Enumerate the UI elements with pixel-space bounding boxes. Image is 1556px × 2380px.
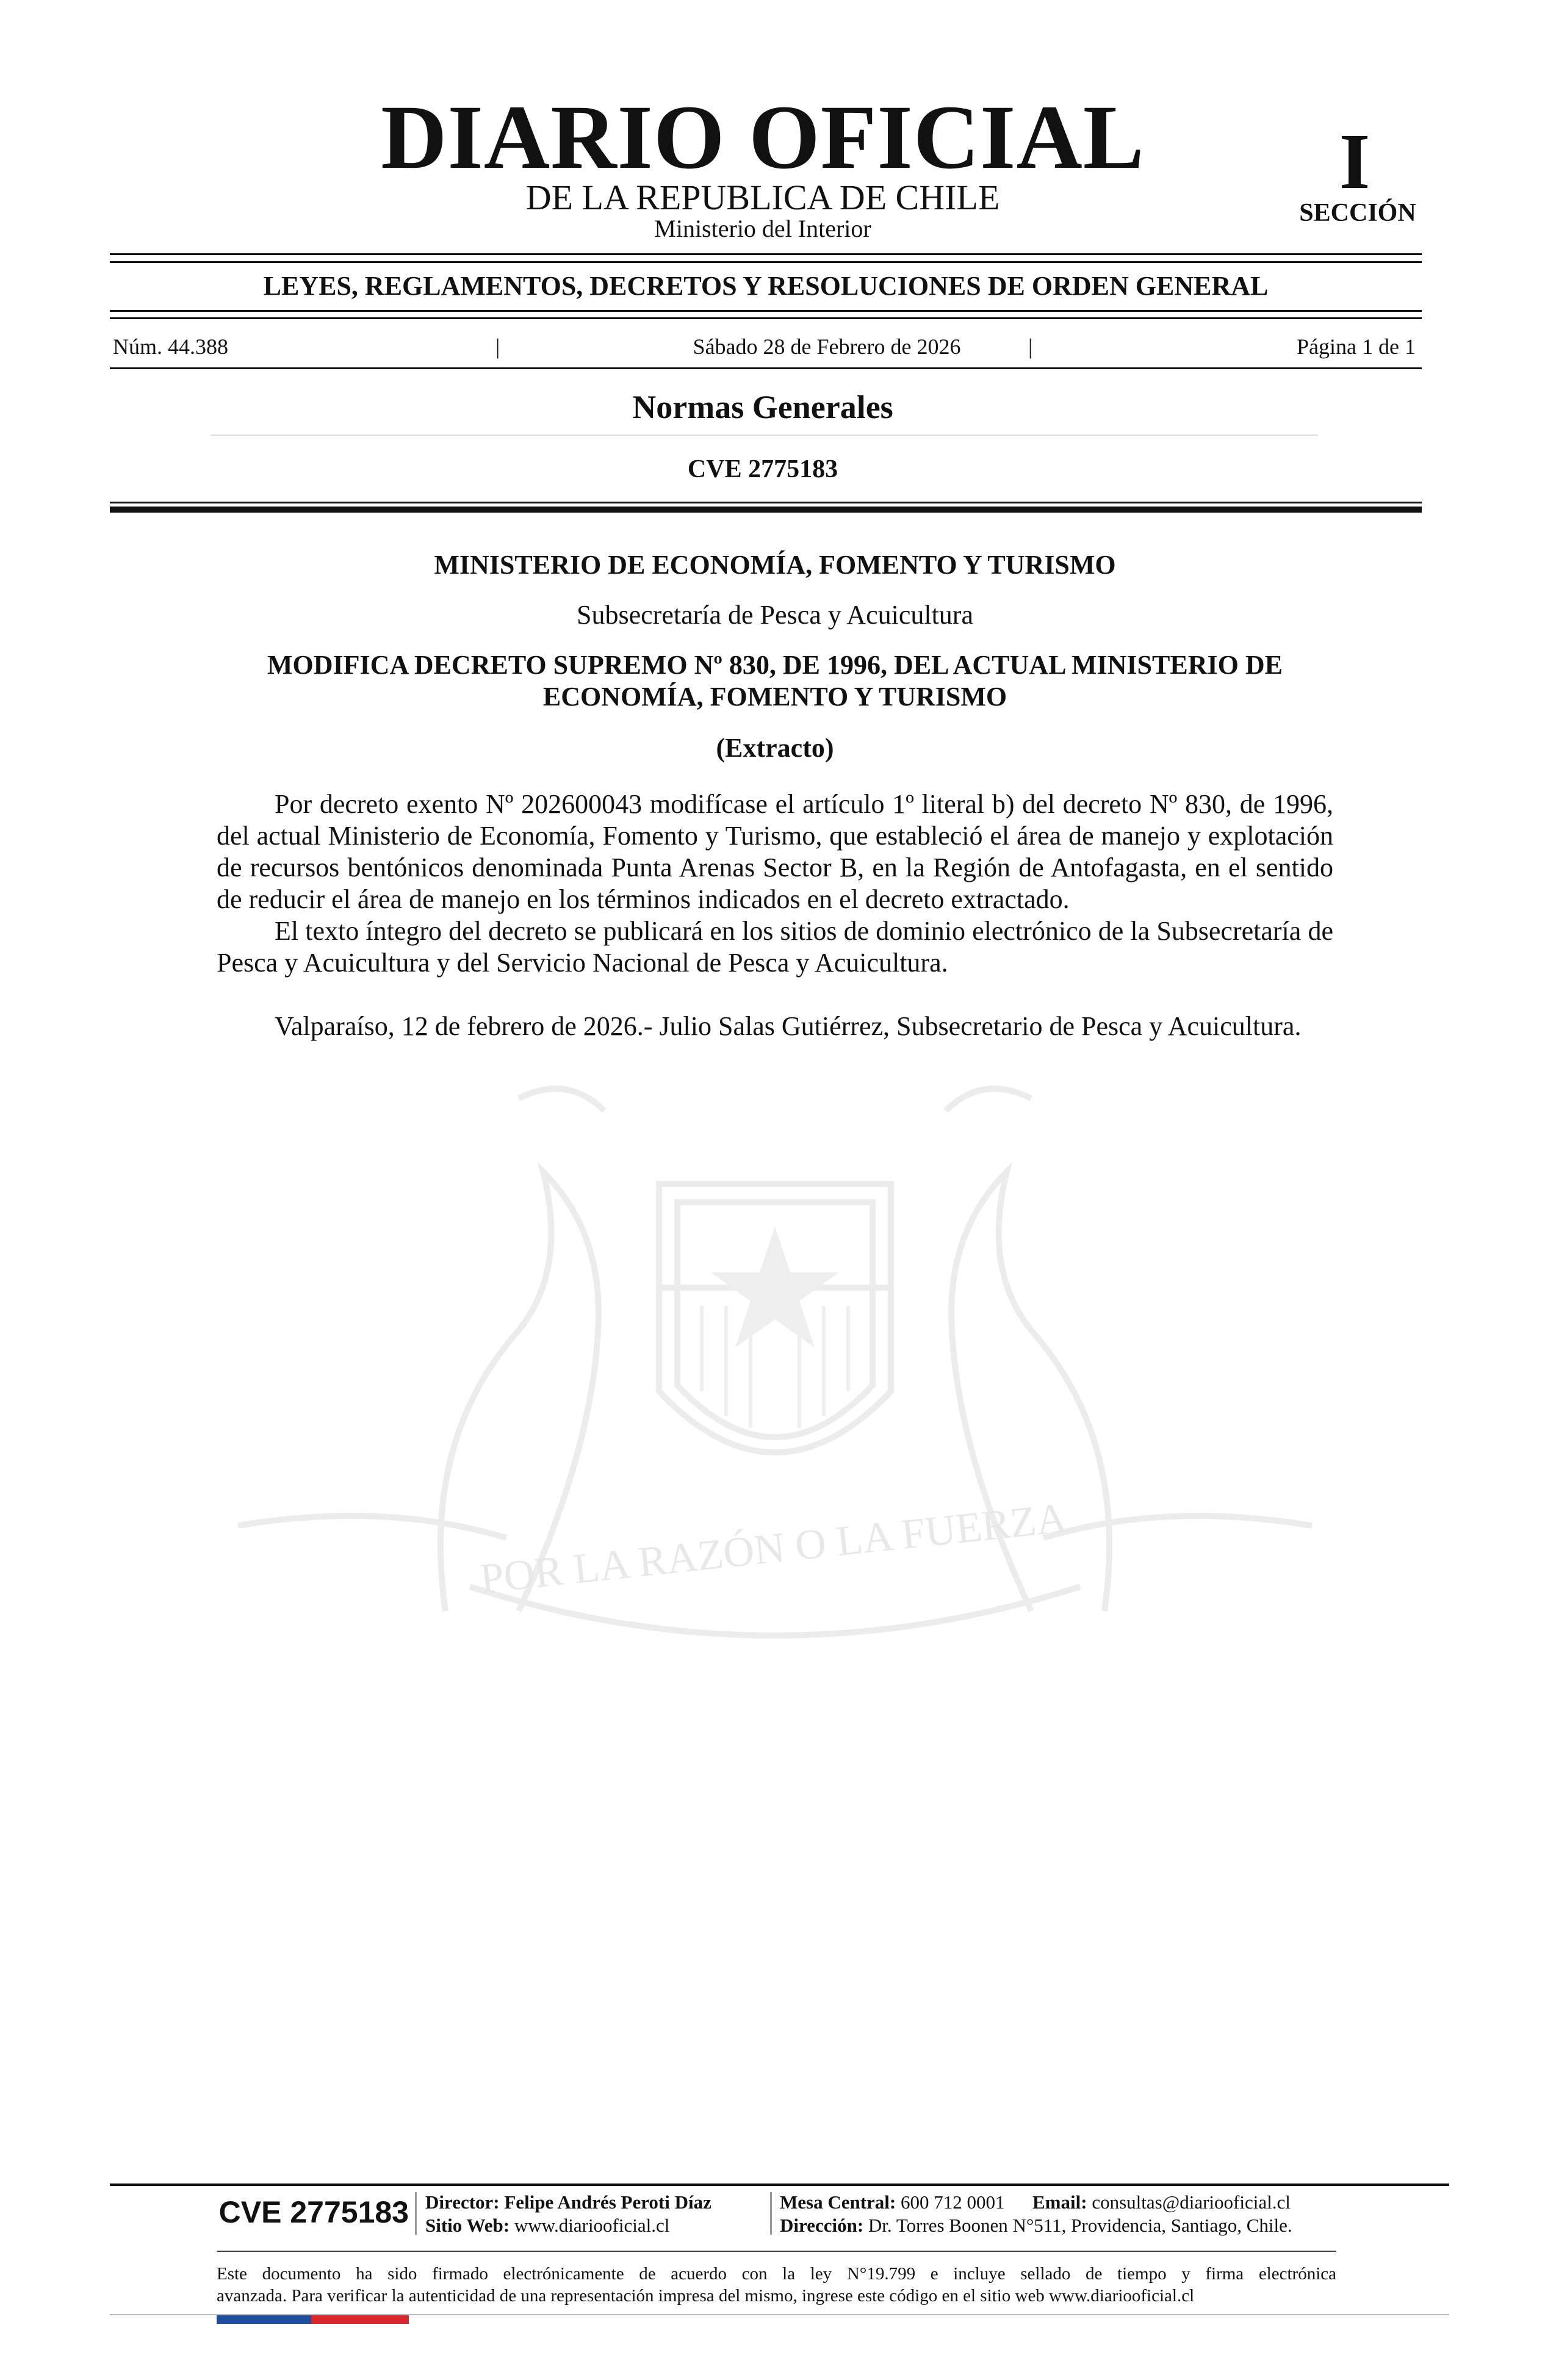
address-value: Dr. Torres Boonen N°511, Providencia, Santiago, Chile. (868, 2215, 1292, 2236)
website-label: Sitio Web: (425, 2215, 510, 2236)
masthead-subtitle: DE LA REPUBLICA DE CHILE (525, 178, 1000, 217)
footer-legal-text: avanzada. Para verificar la autenticidad de una representación impresa del mismo, ingrese este código en el sitio web www.diariooficial.cl (217, 2286, 1195, 2306)
footer-cve-code: CVE 2775183 (218, 2195, 409, 2229)
section-title: Normas Generales (632, 389, 893, 425)
phone-label: Mesa Central: (780, 2191, 896, 2213)
decree-title: MODIFICA DECRETO SUPREMO Nº 830, DE 1996, DEL ACTUAL MINISTERIO DE ECONOMÍA, FOMENTO Y TURISMO (267, 650, 1283, 712)
footer-divider (415, 2192, 417, 2235)
footer-website (425, 2214, 669, 2237)
info-rule (110, 367, 1422, 369)
header-rule (110, 310, 1422, 312)
flag-stripe-red (311, 2315, 409, 2324)
flag-stripe-blue (217, 2315, 311, 2324)
footer-legal-text: Este documento ha sido firmado electrónicamente de acuerdo con la ley N°19.799 e incluye sellado de tiempo y firma electrónica (217, 2264, 1336, 2284)
footer-divider (770, 2192, 772, 2235)
extracto-label: (Extracto) (716, 733, 834, 763)
footer-address (780, 2214, 1292, 2237)
footer-rule (217, 2251, 1336, 2252)
watermark-motto: POR LA RAZÓN O LA FUERZA (478, 1494, 1070, 1603)
director-value: Felipe Andrés Peroti Díaz (504, 2191, 711, 2213)
section-rule (110, 502, 1422, 503)
issue-info-row (113, 334, 1419, 359)
ministry-heading: MINISTERIO DE ECONOMÍA, FOMENTO Y TURISMO (434, 550, 1116, 580)
footer-director (425, 2191, 711, 2214)
phone-value: 600 712 0001 (901, 2191, 1005, 2213)
header-rule (110, 317, 1422, 319)
general-bar: LEYES, REGLAMENTOS, DECRETOS Y RESOLUCIONES DE ORDEN GENERAL (263, 271, 1269, 301)
signature-paragraph: Valparaíso, 12 de febrero de 2026.- Julio Salas Gutiérrez, Subsecretario de Pesca y Acuicultura. (275, 1011, 1302, 1041)
info-separator: | (1028, 334, 1033, 359)
header-rule (110, 253, 1422, 255)
masthead-ministry: Ministerio del Interior (654, 215, 871, 242)
body-paragraph: El texto íntegro del decreto se publicará en los sitios de dominio electrónico de la Subsecretaría de Pesca y Acuicultura y del Servicio Nacional de Pesca y Acuicultura. (217, 916, 1333, 978)
section-number: I (1339, 118, 1371, 206)
section-label: SECCIÓN (1299, 199, 1416, 227)
body-paragraph: Por decreto exento Nº 202600043 modifícase el artículo 1º literal b) del decreto Nº 830, de 1996, del actual Ministerio de Economía, Fomento y Turismo, que estableció el área de manejo y explotación de recursos bentónicos denominada Punta Arenas Sector B, en la Región de Antofagasta, en el sentido de reducir el área de manejo en los términos indicados en el decreto extractado. (217, 789, 1333, 914)
masthead-title: DIARIO OFICIAL (381, 87, 1145, 188)
document-body (217, 549, 1333, 1042)
footer-contact (780, 2191, 1291, 2214)
section-title-rule (211, 435, 1318, 436)
header-rule (110, 261, 1422, 263)
issue-number: Núm. 44.388 (113, 334, 228, 359)
email-label: Email: (1032, 2191, 1087, 2213)
info-separator: | (495, 334, 500, 359)
issue-date: Sábado 28 de Febrero de 2026 (693, 334, 961, 359)
coat-of-arms-watermark-icon (201, 1074, 1349, 1684)
subsecretaria-heading: Subsecretaría de Pesca y Acuicultura (577, 600, 973, 630)
cve-code: CVE 2775183 (687, 455, 838, 483)
footer-rule (110, 2183, 1449, 2186)
director-label: Director: (425, 2191, 500, 2213)
address-label: Dirección: (780, 2215, 864, 2236)
website-link[interactable]: www.diariooficial.cl (514, 2215, 670, 2236)
email-link[interactable]: consultas@diariooficial.cl (1092, 2191, 1291, 2213)
section-rule (110, 507, 1422, 513)
page-indicator: Página 1 de 1 (1297, 334, 1416, 359)
